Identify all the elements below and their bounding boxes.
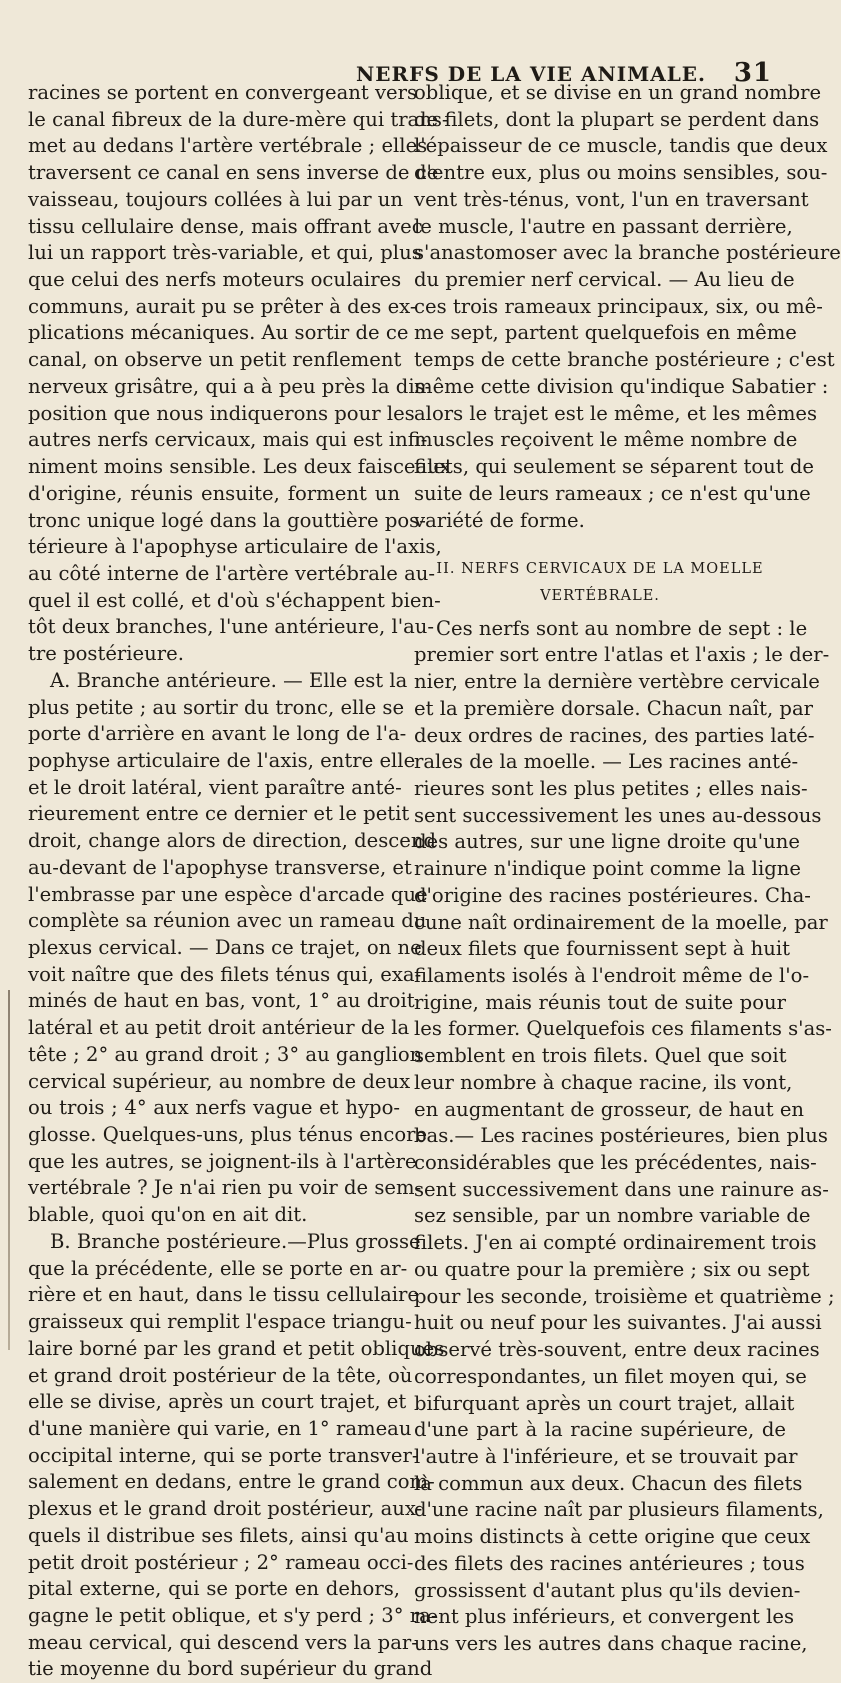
text-line: pour les seconde, troisième et quatrième ; [414, 1284, 835, 1308]
text-line: plus petite ; au sortir du tronc, elle se [28, 695, 405, 719]
text-line: laire borné par les grand et petit obliques [28, 1336, 445, 1360]
text-line: minés de haut en bas, vont, 1° au droit [28, 989, 415, 1013]
text-line: blable, quoi qu'on en ait dit. [28, 1203, 308, 1227]
text-line: filets, qui seulement se séparent tout de [414, 455, 814, 479]
text-line: bifurquant après un court trajet, allait [414, 1391, 795, 1415]
text-line: quel il est collé, et d'où s'échappent bien- [28, 588, 441, 612]
text-line: des filets des racines antérieures ; tous [414, 1551, 805, 1575]
text-line: variété de forme. [414, 508, 585, 532]
text-line: ou quatre pour la première ; six ou sept [414, 1257, 810, 1281]
text-line: oblique, et se divise en un grand nombre [414, 81, 822, 104]
text-line: s'anastomoser avec la branche postérieure [414, 241, 841, 265]
text-line: que celui des nerfs moteurs oculaires [28, 268, 402, 292]
text-line: térieure à l'apophyse articulaire de l'axis, [28, 535, 442, 559]
text-line: complète sa réunion avec un rameau du [28, 909, 427, 933]
text-line: correspondantes, un filet moyen qui, se [414, 1364, 807, 1388]
text-line: canal, on observe un petit renflement [28, 348, 402, 372]
text-line: cune naît ordinairement de la moelle, par [414, 910, 828, 934]
text-line: ou trois ; 4° aux nerfs vague et hypo- [28, 1096, 400, 1120]
text-line: suite de leurs rameaux ; ce n'est qu'une [414, 481, 811, 505]
running-title: NERFS DE LA VIE ANIMALE. [356, 62, 707, 86]
text-line: deux filets que fournissent sept à huit [414, 937, 791, 961]
text-line: là commun aux deux. Chacun des filets [414, 1471, 803, 1495]
text-line: occipital interne, qui se porte transver- [28, 1443, 419, 1467]
text-line: rière et en haut, dans le tissu cellulaire [28, 1283, 420, 1307]
text-line: d'entre eux, plus ou moins sensibles, sou- [414, 161, 828, 185]
text-line: l'épaisseur de ce muscle, tandis que deux [414, 134, 828, 158]
text-line: le canal fibreux de la dure-mère qui trans- [28, 107, 449, 131]
text-line: au côté interne de l'artère vertébrale au- [28, 561, 435, 585]
section-heading-line-2: VERTÉBRALE. [540, 587, 660, 604]
text-line: glosse. Quelques-uns, plus ténus encore [28, 1123, 428, 1147]
text-line: du premier nerf cervical. — Au lieu de [414, 268, 795, 292]
text-line: Ces nerfs sont au nombre de sept : le [436, 616, 808, 640]
text-line: tissu cellulaire dense, mais offrant avec [28, 214, 423, 238]
text-line: nerveux grisâtre, qui a à peu près la dis- [28, 374, 432, 398]
text-line: vaisseau, toujours collées à lui par un [28, 187, 404, 211]
text-line: tôt deux branches, l'une antérieure, l'au- [28, 615, 435, 639]
text-line: rainure n'indique point comme la ligne [414, 857, 801, 881]
text-line: tie moyenne du bord supérieur du grand [28, 1657, 433, 1681]
text-line: communs, aurait pu se prêter à des ex- [28, 294, 417, 318]
text-line: huit ou neuf pour les suivantes. J'ai aussi [414, 1311, 822, 1335]
text-line: cervical supérieur, au nombre de deux [28, 1069, 411, 1093]
text-line: racines se portent en convergeant vers [28, 81, 418, 104]
text-line: bas.— Les racines postérieures, bien plus [414, 1124, 828, 1148]
text-line: que la précédente, elle se porte en ar- [28, 1256, 408, 1280]
text-line: filaments isolés à l'endroit même de l'o- [414, 964, 810, 987]
text-line: latéral et au petit droit antérieur de la [28, 1016, 410, 1040]
section-heading-line-1: II. NERFS CERVICAUX DE LA MOELLE [436, 561, 764, 578]
text-line: d'une part à la racine supérieure, de [414, 1418, 786, 1442]
text-line: leur nombre à chaque racine, ils vont, [414, 1070, 793, 1094]
right-column-paragraph-continued [414, 80, 841, 534]
text-line: grossissent d'autant plus qu'ils devien- [414, 1578, 801, 1602]
text-line: quels il distribue ses filets, ainsi qu'au [28, 1523, 409, 1547]
text-line: rigine, mais réunis tout de suite pour [414, 990, 786, 1014]
text-line: sez sensible, par un nombre variable de [414, 1204, 811, 1228]
text-line: nier, entre la dernière vertèbre cervicale [414, 670, 820, 694]
text-line: filets. J'en ai compté ordinairement trois [414, 1231, 817, 1255]
text-line: de filets, dont la plupart se perdent dans [414, 107, 820, 131]
text-line: gagne le petit oblique, et s'y perd ; 3° ra- [28, 1603, 438, 1627]
right-text-column [414, 80, 841, 1658]
text-line: l'autre à l'inférieure, et se trouvait par [414, 1444, 798, 1468]
text-line: rales de la moelle. — Les racines anté- [414, 750, 799, 774]
text-line: semblent en trois filets. Quel que soit [414, 1044, 787, 1068]
text-line: tête ; 2° au grand droit ; 3° au ganglion [28, 1042, 423, 1066]
text-line: et grand droit postérieur de la tête, où [28, 1363, 413, 1387]
text-line: A. Branche antérieure. — Elle est la [50, 668, 408, 692]
text-line: vertébrale ? Je n'ai rien pu voir de sem- [28, 1176, 422, 1200]
text-line: d'une manière qui varie, en 1° rameau [28, 1416, 412, 1440]
text-line: d'origine, réunis ensuite, forment un [28, 481, 400, 505]
text-line: meau cervical, qui descend vers la par- [28, 1630, 418, 1654]
text-line: vent très-ténus, vont, l'un en traversant [414, 187, 809, 211]
text-line: et le droit latéral, vient paraître anté- [28, 775, 402, 799]
text-line: autres nerfs cervicaux, mais qui est infi- [28, 428, 428, 452]
page-binding-shadow [8, 990, 10, 1350]
text-line: tronc unique logé dans la gouttière pos- [28, 508, 426, 532]
text-line: me sept, partent quelquefois en même [414, 321, 797, 345]
text-line: nent plus inférieurs, et convergent les [414, 1605, 795, 1629]
text-line: et la première dorsale. Chacun naît, par [414, 696, 813, 720]
text-line: plications mécaniques. Au sortir de ce [28, 321, 409, 345]
text-line: sent successivement les unes au-dessous [414, 803, 822, 827]
text-line: rieures sont les plus petites ; elles nais- [414, 776, 808, 800]
section-gap [414, 534, 786, 556]
page-number: 31 [733, 58, 772, 88]
right-column-section-body [414, 616, 835, 1658]
text-line: plexus cervical. — Dans ce trajet, on ne [28, 936, 422, 959]
text-line: considérables que les précédentes, nais- [414, 1151, 817, 1175]
text-line: porte d'arrière en avant le long de l'a- [28, 722, 407, 746]
text-line: plexus et le grand droit postérieur, aux- [28, 1497, 423, 1521]
text-line: B. Branche postérieure.—Plus grosse [50, 1229, 421, 1253]
text-line: premier sort entre l'atlas et l'axis ; le der- [414, 643, 830, 667]
text-line: traversent ce canal en sens inverse de ce [28, 161, 439, 185]
text-line: au-devant de l'apophyse transverse, et [28, 855, 412, 879]
text-line: d'une racine naît par plusieurs filaments, [414, 1498, 824, 1522]
text-line: niment moins sensible. Les deux faisceaux [28, 455, 451, 479]
text-line: en augmentant de grosseur, de haut en [414, 1097, 805, 1121]
text-line: les former. Quelquefois ces filaments s'as- [414, 1017, 832, 1041]
text-line: d'origine des racines postérieures. Cha- [414, 883, 811, 907]
text-line: graisseux qui remplit l'espace triangu- [28, 1310, 412, 1334]
text-line: pital externe, qui se porte en dehors, [28, 1577, 400, 1601]
text-line: muscles reçoivent le même nombre de [414, 428, 798, 452]
text-line: salement en dedans, entre le grand com- [28, 1470, 435, 1494]
text-line: voit naître que des filets ténus qui, exa- [28, 962, 422, 986]
text-line: elle se divise, après un court trajet, et [28, 1390, 407, 1414]
text-line: tre postérieure. [28, 642, 184, 666]
text-line: droit, change alors de direction, descend [28, 829, 437, 853]
text-line: pophyse articulaire de l'axis, entre elle [28, 748, 416, 772]
text-line: rieurement entre ce dernier et le petit [28, 802, 410, 826]
text-line: lui un rapport très-variable, et qui, plus [28, 241, 422, 265]
text-line: observé très-souvent, entre deux racines [414, 1338, 820, 1362]
text-line: position que nous indiquerons pour les [28, 401, 415, 425]
text-line: temps de cette branche postérieure ; c'est [414, 348, 835, 372]
text-line: l'embrasse par une espèce d'arcade que [28, 882, 428, 906]
left-text-column [28, 80, 451, 1683]
text-line: même cette division qu'indique Sabatier : [414, 374, 829, 398]
text-line: deux ordres de racines, des parties laté- [414, 723, 815, 747]
text-line: que les autres, se joignent-ils à l'artère [28, 1149, 417, 1173]
text-line: alors le trajet est le même, et les mêmes [414, 401, 818, 425]
text-line: ces trois rameaux principaux, six, ou mê- [414, 294, 823, 318]
text-line: met au dedans l'artère vertébrale ; elles [28, 134, 428, 158]
text-line: le muscle, l'autre en passant derrière, [414, 214, 793, 238]
text-line: des autres, sur une ligne droite qu'une [414, 830, 800, 854]
text-line: sent successivement dans une rainure as- [414, 1177, 829, 1201]
text-line: uns vers les autres dans chaque racine, [414, 1631, 808, 1655]
text-line: petit droit postérieur ; 2° rameau occi- [28, 1550, 414, 1574]
text-line: moins distincts à cette origine que ceux [414, 1525, 811, 1549]
